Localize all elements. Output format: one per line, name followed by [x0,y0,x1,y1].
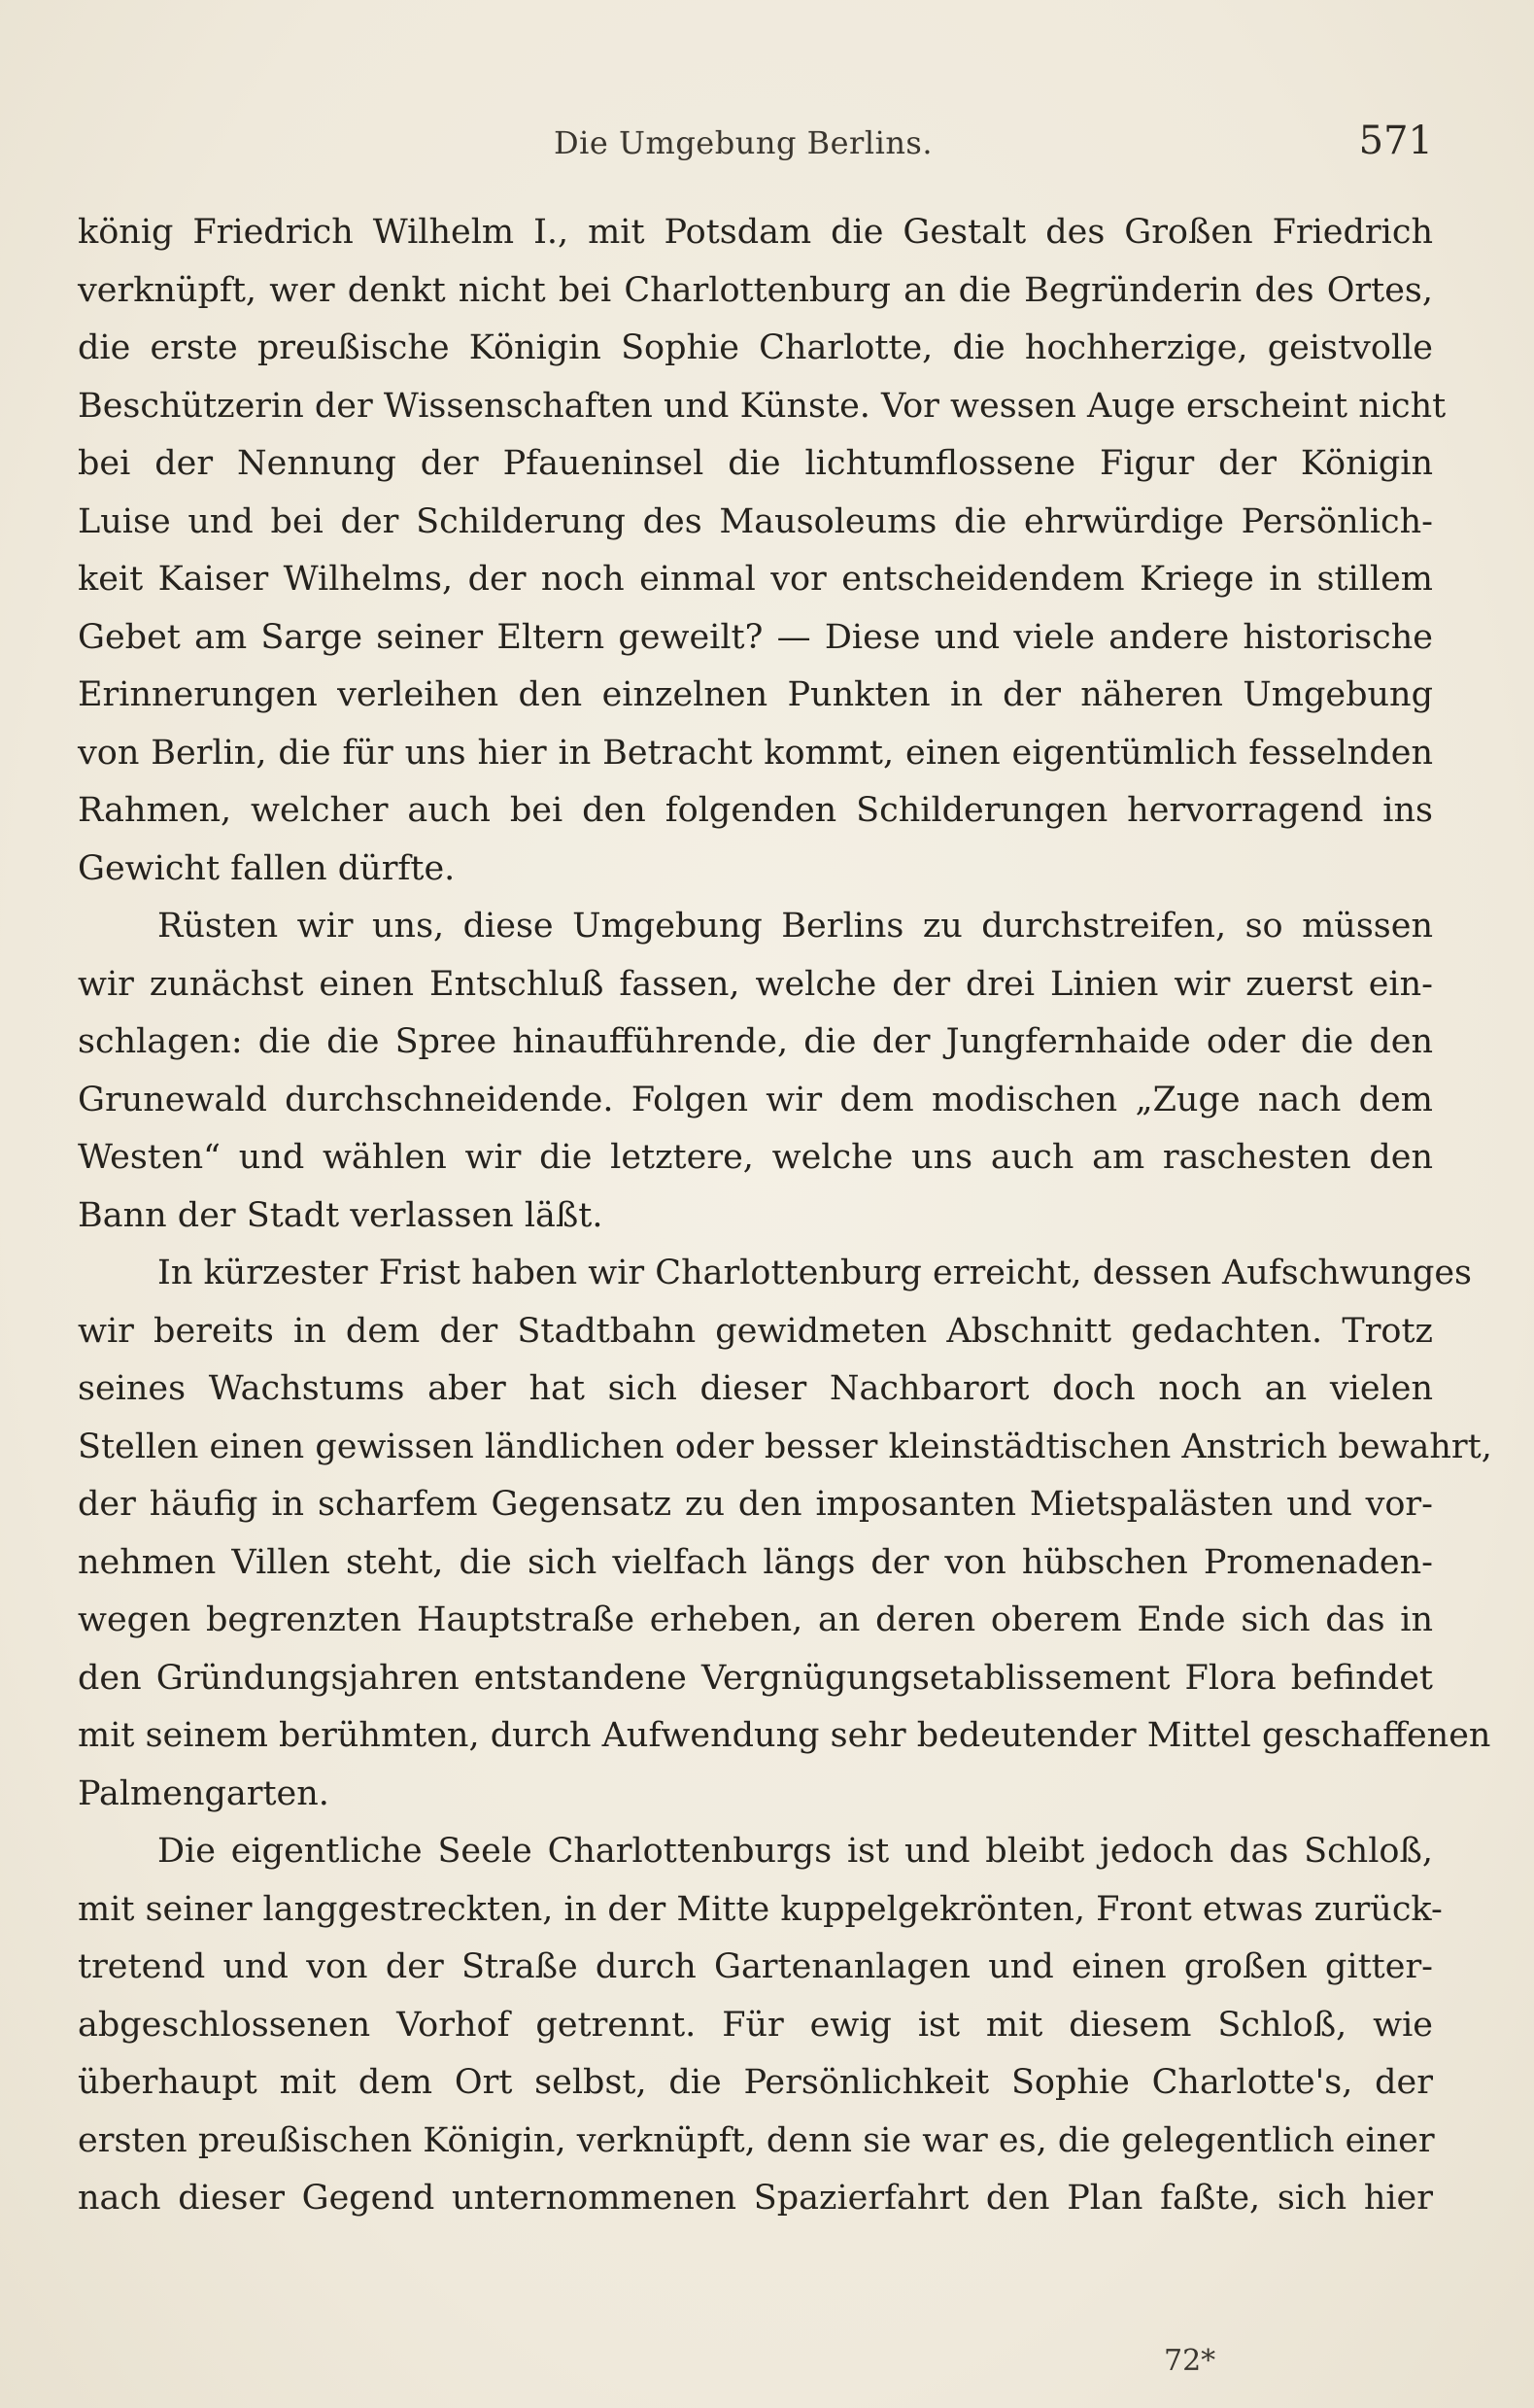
text-line: schlagen: die die Spree hinaufführende, die der Jungfernhaide oder die den [78,1022,1433,1061]
text-line: von Berlin, die für uns hier in Betracht kommt, einen eigentümlich fesselnden [78,733,1433,773]
text-line: Erinnerungen verleihen den einzelnen Punkten in der näheren Umgebung [78,675,1433,714]
text-line: wir bereits in dem der Stadtbahn gewidmeten Abschnitt gedachten. Trotz [78,1311,1433,1351]
page-number: 571 [1358,119,1433,163]
text-line: In kürzester Frist haben wir Charlottenburg erreicht, dessen Aufschwunges [157,1254,1473,1292]
text-line: die erste preußische Königin Sophie Charlotte, die hochherzige, geistvolle [78,328,1433,367]
text-line: Stellen einen gewissen ländlichen oder besser kleinstädtischen Anstrich bewahrt, [78,1427,1492,1466]
text-line: der häufig in scharfem Gegensatz zu den imposanten Mietspalästen und vor- [78,1485,1433,1524]
signature-mark: 72* [1164,2344,1216,2378]
text-line: könig Friedrich Wilhelm I., mit Potsdam die Gestalt des Großen Friedrich [78,213,1433,252]
paragraph-4 [78,1823,1443,2228]
text-line: Palmengarten. [78,1773,329,1813]
text-line: Rüsten wir uns, diese Umgebung Berlins zu durchstreifen, so müssen [157,907,1433,946]
text-line: Westen“ und wählen wir die letztere, welche uns auch am raschesten den [78,1138,1433,1177]
text-line: mit seiner langgestreckten, in der Mitte kuppelgekrönten, Front etwas zurück- [78,1889,1443,1929]
text-line: Gewicht fallen dürfte. [78,848,456,888]
text-line: mit seinem berühmten, durch Aufwendung sehr bedeutender Mittel geschaffenen [78,1716,1491,1755]
text-line: wir zunächst einen Entschluß fassen, welche der drei Linien wir zuerst ein- [78,964,1433,1004]
text-line: ersten preußischen Königin, verknüpft, denn sie war es, die gelegentlich einer [78,2120,1435,2160]
text-line: überhaupt mit dem Ort selbst, die Persönlichkeit Sophie Charlotte's, der [78,2063,1433,2102]
text-line: Bann der Stadt verlassen läßt. [78,1195,603,1235]
text-line: abgeschlossenen Vorhof getrennt. Für ewig ist mit diesem Schloß, wie [78,2005,1433,2045]
page-header [78,115,1433,173]
text-line: Gebet am Sarge seiner Eltern geweilt? — Diese und viele andere historische [78,617,1433,657]
text-line: verknüpft, wer denkt nicht bei Charlottenburg an die Begründerin des Ortes, [78,270,1433,310]
paragraph-2 [78,898,1433,1245]
text-line: keit Kaiser Wilhelms, der noch einmal vor entscheidendem Kriege in stillem [78,560,1433,599]
text-line: bei der Nennung der Pfaueninsel die lichtumflossene Figur der Königin [78,444,1433,483]
text-line: nehmen Villen steht, die sich vielfach längs der von hübschen Promenaden- [78,1542,1433,1582]
text-line: Grunewald durchschneidende. Folgen wir dem modischen „Zuge nach dem [78,1080,1433,1119]
text-line: nach dieser Gegend unternommenen Spazierfahrt den Plan faßte, sich hier [78,2179,1433,2218]
text-line: tretend und von der Straße durch Gartenanlagen und einen großen gitter- [78,1947,1433,1986]
text-line: Luise und bei der Schilderung des Mausoleums die ehrwürdige Persönlich- [78,501,1433,541]
text-line: wegen begrenzten Hauptstraße erheben, an deren oberem Ende sich das in [78,1600,1433,1639]
text-line: den Gründungsjahren entstandene Vergnügungsetablissement Flora befindet [78,1658,1433,1698]
paragraph-1 [78,204,1447,898]
text-line: Rahmen, welcher auch bei den folgenden Schilderungen hervorragend ins [78,791,1433,830]
paragraph-3 [78,1245,1492,1823]
text-line: Die eigentliche Seele Charlottenburgs ist und bleibt jedoch das Schloß, [157,1832,1433,1871]
running-title: Die Umgebung Berlins. [554,124,934,161]
text-line: seines Wachstums aber hat sich dieser Nachbarort doch noch an vielen [78,1369,1433,1408]
body-text [78,204,1492,2228]
text-line: Beschützerin der Wissenschaften und Künste. Vor wessen Auge erscheint nicht [78,386,1447,426]
